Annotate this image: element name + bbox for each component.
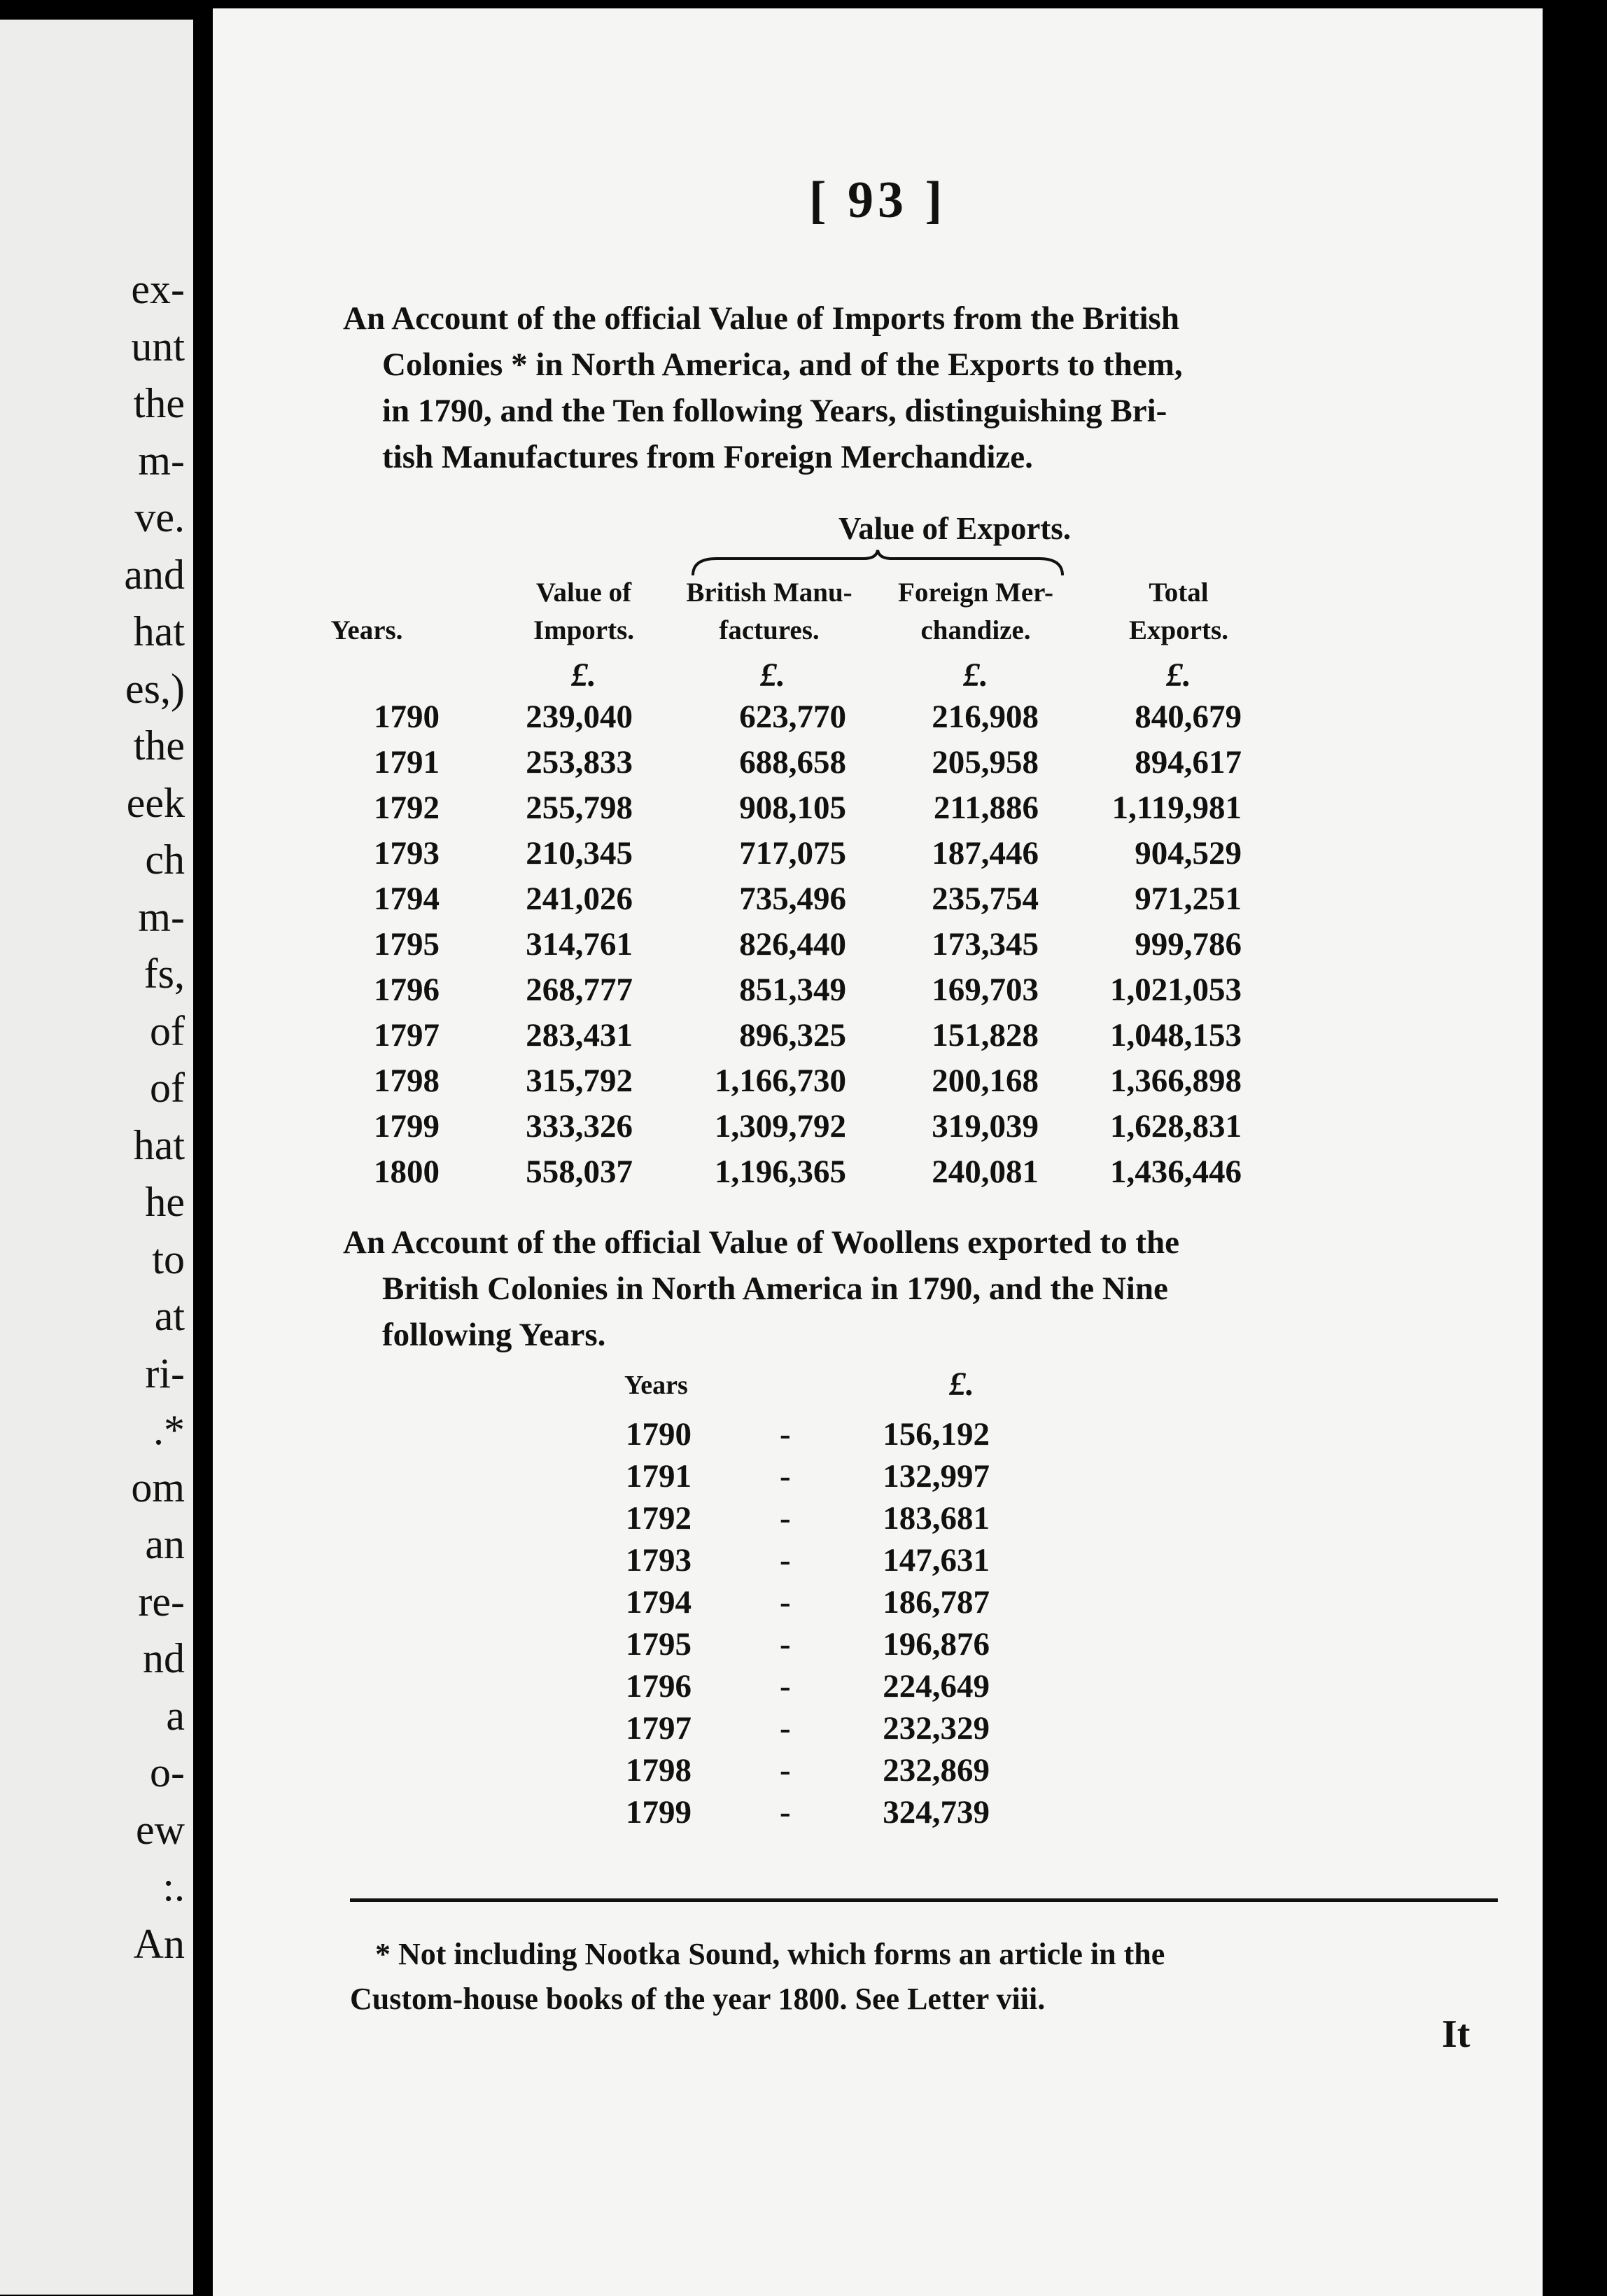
table-row (213, 1625, 1543, 1667)
cell-year: 1794 (374, 881, 440, 917)
cell-year: 1793 (374, 835, 440, 872)
left-page-fragment-text: a (166, 1692, 185, 1739)
table-row (213, 1016, 1543, 1061)
left-page-fragment-text: of (150, 1007, 185, 1054)
left-page-fragment-text: ri- (145, 1350, 185, 1396)
left-page-fragment-text: hat (133, 1121, 185, 1168)
cell-year: 1797 (374, 1017, 440, 1054)
header-total: Total Exports. (1129, 578, 1228, 645)
footnote-rule (350, 1898, 1498, 1902)
table-row (213, 1457, 1543, 1499)
footnote-line: Custom-house books of the year 1800. See Letter viii. (350, 1982, 1046, 2016)
cell-year: 1792 (374, 790, 440, 826)
cell-value: 183,681 (883, 1500, 990, 1536)
title-line: in 1790, and the Ten following Years, distinguishing Bri- (382, 393, 1167, 429)
left-page-fragment-text: the (133, 380, 185, 426)
page (213, 8, 1543, 2296)
left-page-fragment-text: om (131, 1464, 185, 1511)
cell-imports: 210,345 (526, 835, 633, 872)
cell-foreign: 169,703 (932, 972, 1039, 1008)
cell-total: 840,679 (1135, 699, 1242, 735)
cell-year: 1798 (374, 1063, 440, 1099)
account2-title (343, 1219, 1491, 1358)
cell-british: 1,309,792 (715, 1108, 846, 1144)
cell-year: 1792 (626, 1500, 692, 1536)
left-page-fragment-text: to (152, 1236, 185, 1282)
header-foreign: Foreign Mer- chandize. (898, 578, 1053, 645)
cell-british: 623,770 (739, 699, 846, 735)
cell-foreign: 187,446 (932, 835, 1039, 872)
unit-british: £. (760, 657, 785, 694)
cell-dash: - (780, 1710, 791, 1746)
cell-british: 1,166,730 (715, 1063, 846, 1099)
cell-british: 896,325 (739, 1017, 846, 1054)
cell-dash: - (780, 1752, 791, 1788)
table-row (213, 1541, 1543, 1583)
table-row (213, 880, 1543, 925)
left-page-fragment-text: hat (133, 608, 185, 654)
cell-value: 232,869 (883, 1752, 990, 1788)
left-page-fragment-text: an (145, 1521, 185, 1567)
left-page-fragment-text: unt (131, 323, 185, 370)
table-row (213, 1415, 1543, 1457)
cell-imports: 283,431 (526, 1017, 633, 1054)
cell-foreign: 173,345 (932, 926, 1039, 962)
cell-total: 1,436,446 (1110, 1154, 1242, 1190)
table-row (213, 1667, 1543, 1709)
table-row (213, 698, 1543, 743)
cell-year: 1795 (626, 1626, 692, 1662)
left-page-fragment-text: ew (136, 1806, 185, 1853)
cell-imports: 333,326 (526, 1108, 633, 1144)
cell-imports: 558,037 (526, 1154, 633, 1190)
imports-exports-table (213, 698, 1543, 1202)
cell-imports: 314,761 (526, 926, 633, 962)
cell-dash: - (780, 1416, 791, 1452)
left-page-fragment-text: .* (153, 1407, 185, 1453)
left-page-fragment-text: nd (143, 1635, 185, 1681)
unit-total: £. (1166, 657, 1191, 694)
left-page-fragment (0, 20, 193, 2295)
cell-dash: - (780, 1458, 791, 1494)
page-number: [ 93 ] (808, 172, 947, 229)
cell-dash: - (780, 1668, 791, 1704)
cell-imports: 315,792 (526, 1063, 633, 1099)
left-page-fragment-text: he (145, 1179, 185, 1225)
left-page-fragment-text: of (150, 1065, 185, 1111)
cell-total: 1,021,053 (1110, 972, 1242, 1008)
table-row (213, 789, 1543, 834)
cell-year: 1797 (626, 1710, 692, 1746)
cell-year: 1791 (374, 744, 440, 780)
table-row (213, 834, 1543, 879)
cell-value: 147,631 (883, 1542, 990, 1578)
cell-value: 196,876 (883, 1626, 990, 1662)
cell-dash: - (780, 1542, 791, 1578)
table-row (213, 1107, 1543, 1152)
table-row (213, 1583, 1543, 1625)
account1-title (343, 295, 1491, 480)
left-page-fragment-text: :. (162, 1863, 185, 1910)
cell-total: 1,366,898 (1110, 1063, 1242, 1099)
header-years: Years. (330, 615, 403, 645)
cell-foreign: 235,754 (932, 881, 1039, 917)
cell-year: 1793 (626, 1542, 692, 1578)
cell-foreign: 240,081 (932, 1154, 1039, 1190)
cell-foreign: 151,828 (932, 1017, 1039, 1054)
table-row (213, 971, 1543, 1016)
unit-imports: £. (571, 657, 596, 694)
cell-foreign: 205,958 (932, 744, 1039, 780)
cell-value: 232,329 (883, 1710, 990, 1746)
cell-total: 1,119,981 (1111, 790, 1242, 826)
cell-imports: 241,026 (526, 881, 633, 917)
cell-total: 904,529 (1135, 835, 1242, 872)
cell-value: 156,192 (883, 1416, 990, 1452)
cell-total: 971,251 (1135, 881, 1242, 917)
left-page-fragment-text: ex- (131, 266, 185, 312)
left-page-fragment-text: An (133, 1920, 185, 1967)
cell-total: 1,628,831 (1110, 1108, 1242, 1144)
cell-year: 1795 (374, 926, 440, 962)
cell-year: 1796 (626, 1668, 692, 1704)
cell-dash: - (780, 1626, 791, 1662)
cell-dash: - (780, 1584, 791, 1620)
woollens-header-years: Years (624, 1371, 688, 1400)
cell-dash: - (780, 1794, 791, 1830)
left-page-fragment-text: at (154, 1293, 185, 1339)
table-row (213, 1751, 1543, 1793)
table-row (213, 1153, 1543, 1198)
cell-imports: 255,798 (526, 790, 633, 826)
left-page-fragment-text: eek (126, 779, 185, 826)
table-row (213, 743, 1543, 788)
cell-year: 1799 (374, 1108, 440, 1144)
cell-year: 1799 (626, 1794, 692, 1830)
woollens-header-unit: £. (949, 1366, 974, 1403)
cell-year: 1790 (626, 1416, 692, 1452)
table-row (213, 1499, 1543, 1541)
left-page-fragment-text: re- (138, 1578, 185, 1625)
cell-foreign: 200,168 (932, 1063, 1039, 1099)
cell-year: 1794 (626, 1584, 692, 1620)
table-row (213, 1793, 1543, 1835)
cell-british: 688,658 (739, 744, 846, 780)
title-line: tish Manufactures from Foreign Merchandize. (382, 439, 1033, 475)
catchword: It (1442, 2012, 1471, 2056)
header-british: British Manu- factures. (686, 578, 852, 645)
footnote-line: * Not including Nootka Sound, which forms an article in the (375, 1937, 1165, 1971)
cell-value: 224,649 (883, 1668, 990, 1704)
unit-foreign: £. (963, 657, 988, 694)
cell-year: 1791 (626, 1458, 692, 1494)
cell-british: 908,105 (739, 790, 846, 826)
cell-foreign: 319,039 (932, 1108, 1039, 1144)
left-page-fragment-text: fs, (143, 951, 185, 997)
woollens-table (213, 1415, 1543, 1849)
cell-total: 1,048,153 (1110, 1017, 1242, 1054)
cell-imports: 239,040 (526, 699, 633, 735)
cell-dash: - (780, 1500, 791, 1536)
header-imports: Value of Imports. (533, 578, 635, 645)
left-page-fragment-text: o- (150, 1749, 185, 1795)
left-page-fragment-text: es,) (125, 665, 185, 712)
cell-british: 1,196,365 (715, 1154, 846, 1190)
title-line: An Account of the official Value of Imports from the British (343, 300, 1179, 337)
exports-group-label: Value of Exports. (838, 511, 1072, 546)
title-line: Colonies * in North America, and of the Exports to them, (382, 346, 1183, 383)
left-page-fragment-text: m- (138, 893, 185, 940)
cell-year: 1790 (374, 699, 440, 735)
cell-imports: 253,833 (526, 744, 633, 780)
table-row (213, 1709, 1543, 1751)
cell-year: 1798 (626, 1752, 692, 1788)
cell-foreign: 211,886 (933, 790, 1039, 826)
cell-year: 1800 (374, 1154, 440, 1190)
cell-foreign: 216,908 (932, 699, 1039, 735)
cell-british: 735,496 (739, 881, 846, 917)
left-page-fragment-text: and (124, 551, 185, 598)
cell-british: 717,075 (739, 835, 846, 872)
cell-total: 894,617 (1135, 744, 1242, 780)
cell-imports: 268,777 (526, 972, 633, 1008)
cell-value: 324,739 (883, 1794, 990, 1830)
left-page-fragment-text: ve. (134, 494, 185, 540)
title-line: An Account of the official Value of Woollens exported to the (343, 1224, 1179, 1261)
cell-total: 999,786 (1135, 926, 1242, 962)
title-line: British Colonies in North America in 1790, and the Nine (382, 1270, 1168, 1307)
footnote (350, 1932, 1512, 2022)
cell-value: 186,787 (883, 1584, 990, 1620)
left-page-fragment-text: the (133, 722, 185, 769)
table-row (213, 1062, 1543, 1107)
title-line: following Years. (382, 1317, 606, 1353)
table-row (213, 925, 1543, 970)
cell-british: 826,440 (739, 926, 846, 962)
left-page-fragment-text: ch (145, 836, 185, 883)
left-page-fragment-text: m- (138, 437, 185, 484)
cell-british: 851,349 (739, 972, 846, 1008)
cell-year: 1796 (374, 972, 440, 1008)
cell-value: 132,997 (883, 1458, 990, 1494)
